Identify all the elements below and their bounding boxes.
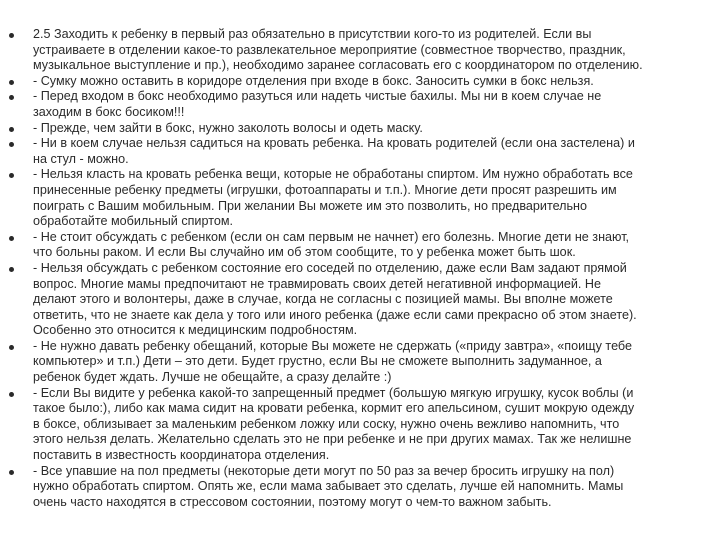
text-line: что больны раком. И если Вы случайно им об этом сообщите, то у ребенка может быть шок.: [33, 245, 576, 260]
text-line: 2.5 Заходить к ребенку в первый раз обязательно в присутствии кого-то из родителей. Если вы: [33, 27, 592, 41]
bullet-dot-icon: [9, 95, 14, 100]
text-line: поиграть с Вашим мобильным. При желании Вы можете им это позволить, но предварительно: [33, 198, 588, 213]
text-line: - Нельзя обсуждать с ребенком состояние его соседей по отделению, даже если Вам задают прямой: [33, 260, 627, 275]
bullet-item: [0, 167, 720, 229]
bullet-item: [0, 261, 720, 339]
text-line: - Если Вы видите у ребенка какой-то запрещенный предмет (большую мягкую игрушку, кусок воблы (и: [33, 385, 634, 400]
bullet-dot-icon: [9, 236, 14, 241]
text-line: Особенно это относится к медицинским подробностям.: [33, 323, 358, 338]
text-line: делают этого и волонтеры, даже в случае, когда не согласны с позицией мамы. Вы вполне можете: [33, 292, 613, 307]
bullet-item: [0, 339, 720, 386]
bullet-text: [33, 121, 719, 137]
text-line: принесенные ребенку предметы (игрушки, фотоаппараты и т.п.). Многие дети просят разрешить им: [33, 182, 617, 197]
bullet-dot-icon: [9, 80, 14, 85]
bullet-dot-icon: [9, 470, 14, 475]
bullet-text: [33, 136, 719, 167]
bullet-dot-icon: [9, 345, 14, 350]
bullet-text: [33, 167, 719, 229]
text-line: - Сумку можно оставить в коридоре отделения при входе в бокс. Заносить сумки в бокс нельзя.: [33, 73, 594, 88]
text-line: компьютер» и т.п.) Дети – это дети. Будет грустно, если Вы не сможете выполнить задуманное, а: [33, 354, 602, 369]
text-line: ребенок будет ждать. Лучше не обещайте, а сразу делайте :): [33, 370, 392, 385]
bullet-text: [33, 464, 719, 511]
bullet-dot-icon: [9, 173, 14, 178]
text-line: очень часто находятся в стрессовом состоянии, поэтому могут о чем-то важном забыть.: [33, 494, 552, 509]
bullet-item: [0, 74, 720, 90]
text-line: - Не стоит обсуждать с ребенком (если он сам первым не начнет) его болезнь. Многие дети не знают,: [33, 229, 630, 244]
text-line: поставить в известность координатора отделения.: [33, 448, 330, 463]
bullet-item: [0, 27, 720, 74]
bullet-text: [33, 339, 719, 386]
bullet-item: [0, 136, 720, 167]
bullet-item: [0, 386, 720, 464]
text-line: вопрос. Многие мамы предпочитают не травмировать своих детей негативной информацией. Не: [33, 276, 601, 291]
text-line: нужно обработать спиртом. Опять же, если мама забывает это сделать, лучше ей напомнить. Мамы: [33, 479, 624, 494]
bullet-dot-icon: [9, 392, 14, 397]
bullet-item: [0, 121, 720, 137]
bullet-text: [33, 230, 719, 261]
bullet-dot-icon: [9, 142, 14, 147]
text-line: устраиваете в отделении какое-то развлекательное мероприятие (совместное творчество, праздник,: [33, 42, 626, 57]
text-line: - Не нужно давать ребенку обещаний, которые Вы можете не сдержать («приду завтра», «поищу тебе: [33, 338, 633, 353]
text-line: - Прежде, чем зайти в бокс, нужно заколоть волосы и одеть маску.: [33, 120, 423, 135]
bullet-item: [0, 230, 720, 261]
bullet-item: [0, 89, 720, 120]
bullet-item: [0, 464, 720, 511]
bullet-text: [33, 89, 719, 120]
bullet-text: [33, 386, 719, 464]
text-line: заходим в бокс босиком!!!: [33, 104, 185, 119]
text-line: - Ни в коем случае нельзя садиться на кровать ребенка. На кровать родителей (если она застелена) и: [33, 136, 635, 151]
bullet-dot-icon: [9, 33, 14, 38]
text-line: - Нельзя класть на кровать ребенка вещи, которые не обработаны спиртом. Им нужно обработать все: [33, 167, 633, 182]
bullet-text: [33, 74, 719, 90]
text-line: - Все упавшие на пол предметы (некоторые дети могут по 50 раз за вечер бросить игрушку на пол): [33, 463, 615, 478]
bullet-dot-icon: [9, 267, 14, 272]
bullet-list: [0, 27, 720, 510]
text-line: - Перед входом в бокс необходимо разуться или надеть чистые бахилы. Мы ни в коем случае не: [33, 89, 602, 104]
bullet-dot-icon: [9, 127, 14, 132]
text-line: обработайте мобильный спиртом.: [33, 214, 233, 229]
bullet-text: [33, 27, 719, 74]
text-line: этого нельзя делать. Желательно сделать это не при ребенке и не при других мамах. Так же нелишне: [33, 432, 632, 447]
text-line: музыкальное выступление и пр.), необходимо заранее согласовать его с координатором по отделению.: [33, 58, 643, 73]
text-line: в боксе, облизывает за маленьким ребенком ложку или соску, нужно очень вежливо напомнить, что: [33, 416, 620, 431]
text-line: ответить, что не знаете как дела у того или иного ребенка (даже если сами прекрасно об этом знаете).: [33, 307, 637, 322]
text-line: такое было:), либо как мама сидит на кровати ребенка, кормит его апельсином, сушит мокрую одежду: [33, 401, 635, 416]
bullet-text: [33, 261, 719, 339]
text-line: на стул - можно.: [33, 151, 129, 166]
